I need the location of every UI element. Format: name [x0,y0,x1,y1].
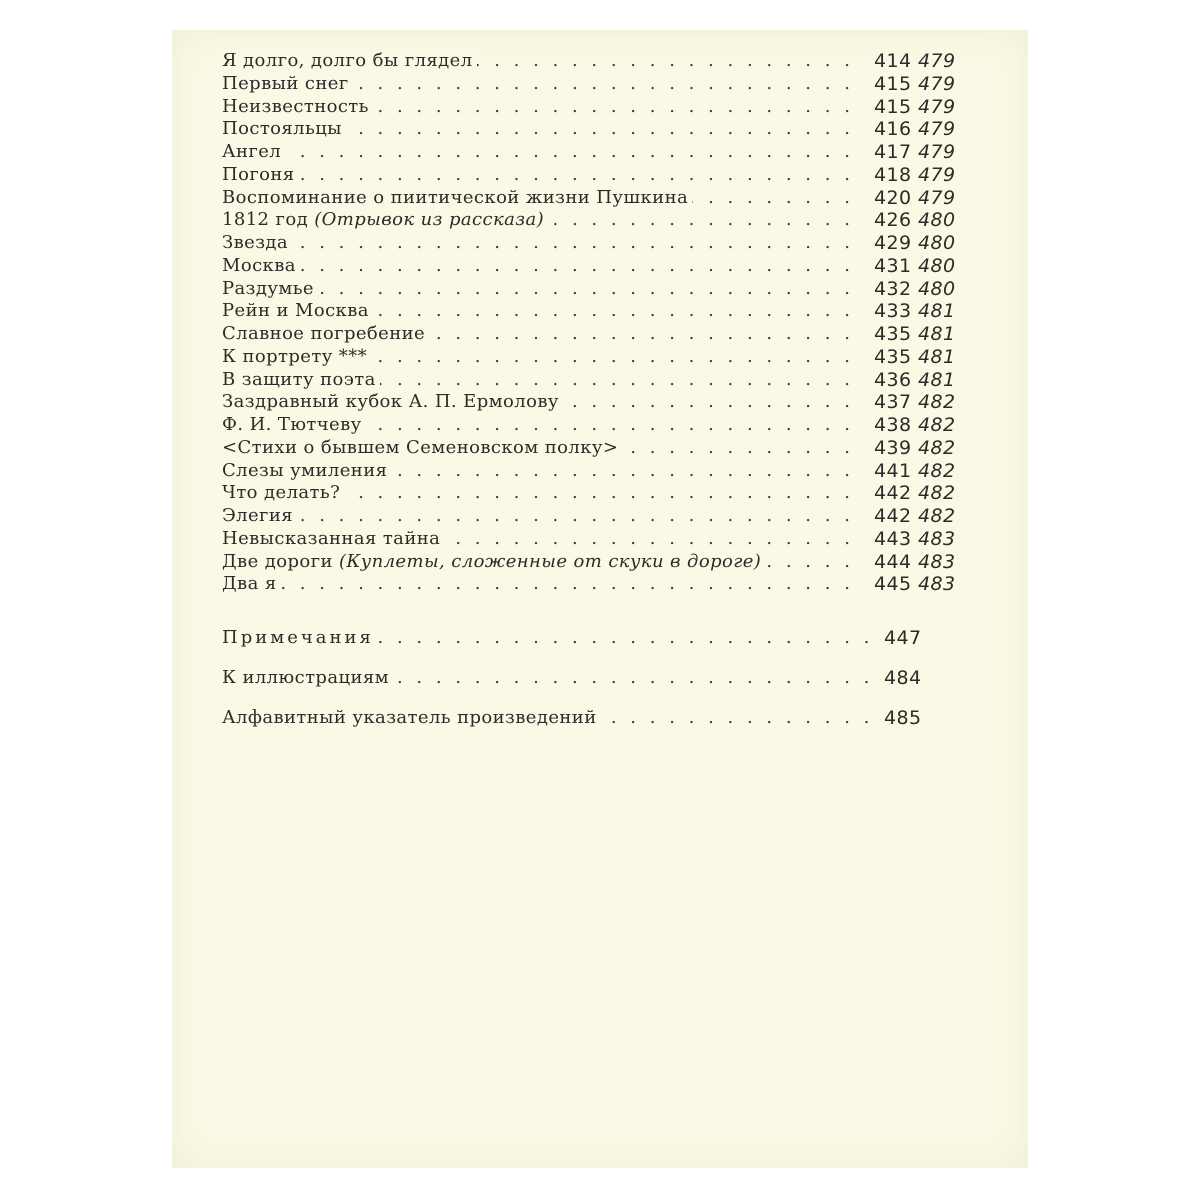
toc-entry-title-wrap [222,300,862,323]
toc-entry-note-page: 482 [918,505,956,527]
toc-entry-title-text [222,573,281,594]
toc-entry-title-wrap [222,414,862,437]
toc-entry-page: 442 [874,505,912,527]
toc-entry-pages [874,141,984,164]
toc-entry-pages [874,300,984,323]
toc-entry-pages [874,346,984,369]
toc-entry [222,164,982,187]
toc-entry-title: Заздравный кубок А. П. Ермолову [222,391,559,413]
toc-entry-pages [874,255,984,278]
toc-entry-title-text [222,323,429,344]
toc-entry-pages [874,232,984,255]
toc-entry-pages [874,460,984,483]
toc-entry-title-text [222,505,297,526]
toc-entry-pages [874,482,984,505]
toc-entry-page: 443 [874,527,912,550]
toc-entry-title: Элегия [222,505,294,526]
toc-entry [222,209,982,232]
toc-section-pages [884,698,994,738]
toc-entry-note-page: 480 [918,254,956,277]
toc-entry-title-text [222,73,353,94]
toc-entry-pages [874,323,984,346]
toc-entry-page: 442 [874,482,912,505]
toc-entry-title-wrap [222,346,862,369]
toc-entry-title-text [222,50,477,71]
toc-entry-note-page: 481 [918,368,956,391]
toc-entry-title-wrap [222,437,862,460]
toc-entry-pages [874,209,984,232]
toc-entry-note-page: 480 [918,209,956,232]
toc-entry-title-wrap [222,232,862,255]
toc-entry-title-text [222,346,371,367]
toc-entry [222,391,982,414]
toc-section-page: 484 [884,667,922,689]
toc-entry-note-page: 482 [918,436,956,459]
toc-entry-note-page: 483 [918,527,956,550]
toc-entry-pages [874,391,984,414]
toc-section-title: Примечания [222,627,378,648]
toc-entry-title-text [222,391,563,412]
toc-entry-title-text [222,437,622,458]
toc-entry-title-wrap [222,573,862,596]
toc-entry [222,278,982,301]
toc-entry [222,187,982,210]
toc-entry-pages [874,118,984,141]
toc-entry-pages [874,164,984,187]
toc-entry-title-wrap [222,255,862,278]
toc-entry-title-wrap [222,482,862,505]
toc-entry-title-wrap [222,460,862,483]
toc-entry-title-wrap [222,528,862,551]
toc-entry-note-page: 479 [918,186,956,209]
toc-entry-title-text [222,255,300,276]
toc-entry-page: 431 [874,254,912,277]
toc-entry-title: Что делать? [222,482,341,504]
toc-entry [222,73,982,96]
toc-entry-note-page: 479 [918,50,956,72]
toc-entry-title: Неизвестность [222,95,369,117]
toc-entry-title: Слезы умиления [222,459,388,481]
toc-entry-subtitle: (Отрывок из рассказа) [314,209,545,231]
toc-entry [222,118,982,141]
toc-entry-page: 435 [874,323,912,345]
toc-entry [222,551,982,574]
toc-entry-title: Я долго, долго бы глядел [222,50,473,71]
toc-entry-title: Славное погребение [222,323,426,344]
toc-entry [222,50,982,73]
toc-entry-title: Невысказанная тайна [222,527,441,549]
toc-entry-page: 441 [874,459,912,482]
toc-entry-title-text [222,482,344,503]
toc-entry [222,141,982,164]
toc-section-title-wrap [222,618,872,658]
toc-entry-pages [874,551,984,574]
toc-entry-title: 1812 год [222,209,315,231]
toc-entry-title: Погоня [222,163,295,185]
toc-entry-pages [874,573,984,596]
toc-entry-title-wrap [222,551,862,574]
toc-entry-title-text [222,414,366,435]
toc-entry-title-text [222,551,765,572]
toc-entry-subtitle: (Куплеты, сложенные от скуки в дороге) [338,550,762,572]
toc-entry-title: Раздумье [222,277,314,299]
toc-entry [222,369,982,392]
toc-entry-page: 420 [874,186,912,209]
toc-entry [222,573,982,596]
toc-entry-note-page: 479 [918,95,956,118]
toc-entry-title: Воспоминание о пиитической жизни Пушкина [222,186,689,208]
toc-entry [222,414,982,437]
toc-entry-page: 426 [874,209,912,232]
toc-entry [222,323,982,346]
toc-entry-page: 437 [874,391,912,414]
toc-entry-note-page: 482 [918,482,956,505]
toc-entry-title-text [222,96,373,117]
toc-entry [222,346,982,369]
toc-entry-title-wrap [222,391,862,414]
toc-entry-title-wrap [222,118,862,141]
toc-entry-pages [874,528,984,551]
toc-entry-title-text [222,118,346,139]
toc-entry-note-page: 479 [918,141,956,163]
toc-entry-title-wrap [222,369,862,392]
toc-entry-title: Москва [222,254,296,276]
toc-entry-page: 415 [874,95,912,118]
toc-entry-title: Звезда [222,232,289,253]
toc-entry-title: Ф. И. Тютчеву [222,414,362,435]
toc-entry [222,460,982,483]
toc-section-title: Алфавитный указатель произведений [222,707,601,728]
toc-entry [222,528,982,551]
toc-entry-pages [874,505,984,528]
toc-section-pages [884,658,994,698]
toc-entry-page: 439 [874,436,912,459]
toc-entry-pages [874,96,984,119]
toc-section [222,658,982,698]
toc-section-page: 485 [884,707,922,729]
toc-entry-page: 429 [874,232,912,254]
toc-entry-note-page: 482 [918,414,956,436]
toc-entry-title-wrap [222,209,862,232]
toc-section-title-wrap [222,698,872,738]
toc-entry-title: Два я [222,573,277,595]
toc-entry-pages [874,73,984,96]
toc-entry [222,96,982,119]
toc-entry-note-page: 480 [918,277,956,300]
toc-entry-note-page: 482 [918,391,956,414]
toc-entry-page: 444 [874,550,912,573]
toc-entry-title-text [222,141,285,162]
toc-section [222,698,982,738]
toc-entry-note-page: 482 [918,459,956,482]
toc-entry-title-text [222,164,299,185]
toc-entry-title: Первый снег [222,72,349,94]
toc-entry-page: 417 [874,141,912,163]
toc-entry-title: Две дороги [222,550,339,572]
toc-entry-page: 432 [874,277,912,300]
toc-entry-title-wrap [222,164,862,187]
toc-sections [222,618,982,738]
toc-section-pages [884,618,994,658]
toc-entry-title-text [222,369,380,390]
toc-section-page: 447 [884,627,922,649]
toc-entry-title-wrap [222,278,862,301]
toc-entry-page: 433 [874,300,912,323]
toc-entry-pages [874,369,984,392]
toc-entry [222,482,982,505]
toc-entry-title: К портрету *** [222,345,368,367]
toc-entry-note-page: 481 [918,345,956,368]
toc-entry-pages [874,187,984,210]
toc-entry-note-page: 481 [918,300,956,323]
toc-entry-page: 415 [874,72,912,95]
toc-entry-title-wrap [222,187,862,210]
toc-entry-note-page: 483 [918,573,956,596]
toc-entry-page: 414 [874,50,912,72]
toc-entry-title: Ангел [222,141,282,162]
toc-section [222,618,982,658]
table-of-contents [222,50,982,738]
toc-entry-note-page: 483 [918,550,956,573]
toc-entry-title-wrap [222,50,862,73]
toc-entry-page: 416 [874,118,912,141]
toc-entry-title-text [222,209,548,230]
toc-section-title: К иллюстрациям [222,667,393,688]
toc-entry-note-page: 479 [918,72,956,95]
toc-entry-note-page: 480 [918,232,956,254]
toc-entry-note-page: 479 [918,163,956,186]
toc-entry-pages [874,437,984,460]
toc-entry-title-wrap [222,323,862,346]
toc-entry-page: 445 [874,573,912,596]
toc-entry-title-text [222,232,292,253]
toc-entry-title-wrap [222,73,862,96]
toc-entry-page: 435 [874,345,912,368]
toc-entry-title-text [222,187,692,208]
toc-entry-title-text [222,460,391,481]
toc-entry-title: Постояльцы [222,118,342,140]
toc-entry-page: 418 [874,163,912,186]
toc-section-title-wrap [222,658,872,698]
toc-entry-title: <Стихи о бывшем Семеновском полку> [222,436,619,458]
toc-entry-title-wrap [222,96,862,119]
toc-entry-title-text [222,278,318,299]
toc-entry-page: 436 [874,368,912,391]
toc-entry-pages [874,278,984,301]
toc-entries [222,50,982,596]
toc-entry-note-page: 481 [918,323,956,345]
toc-entry-title-text [222,528,444,549]
toc-entry [222,300,982,323]
toc-entry-note-page: 479 [918,118,956,141]
toc-entry-title: Рейн и Москва [222,300,369,322]
toc-entry-title-wrap [222,141,862,164]
toc-entry [222,437,982,460]
toc-entry-title-wrap [222,505,862,528]
toc-entry [222,255,982,278]
toc-entry [222,505,982,528]
toc-entry-page: 438 [874,414,912,436]
toc-entry-pages [874,50,984,73]
toc-entry-pages [874,414,984,437]
toc-entry [222,232,982,255]
toc-entry-title: В защиту поэта [222,368,376,390]
toc-entry-title-text [222,300,373,321]
